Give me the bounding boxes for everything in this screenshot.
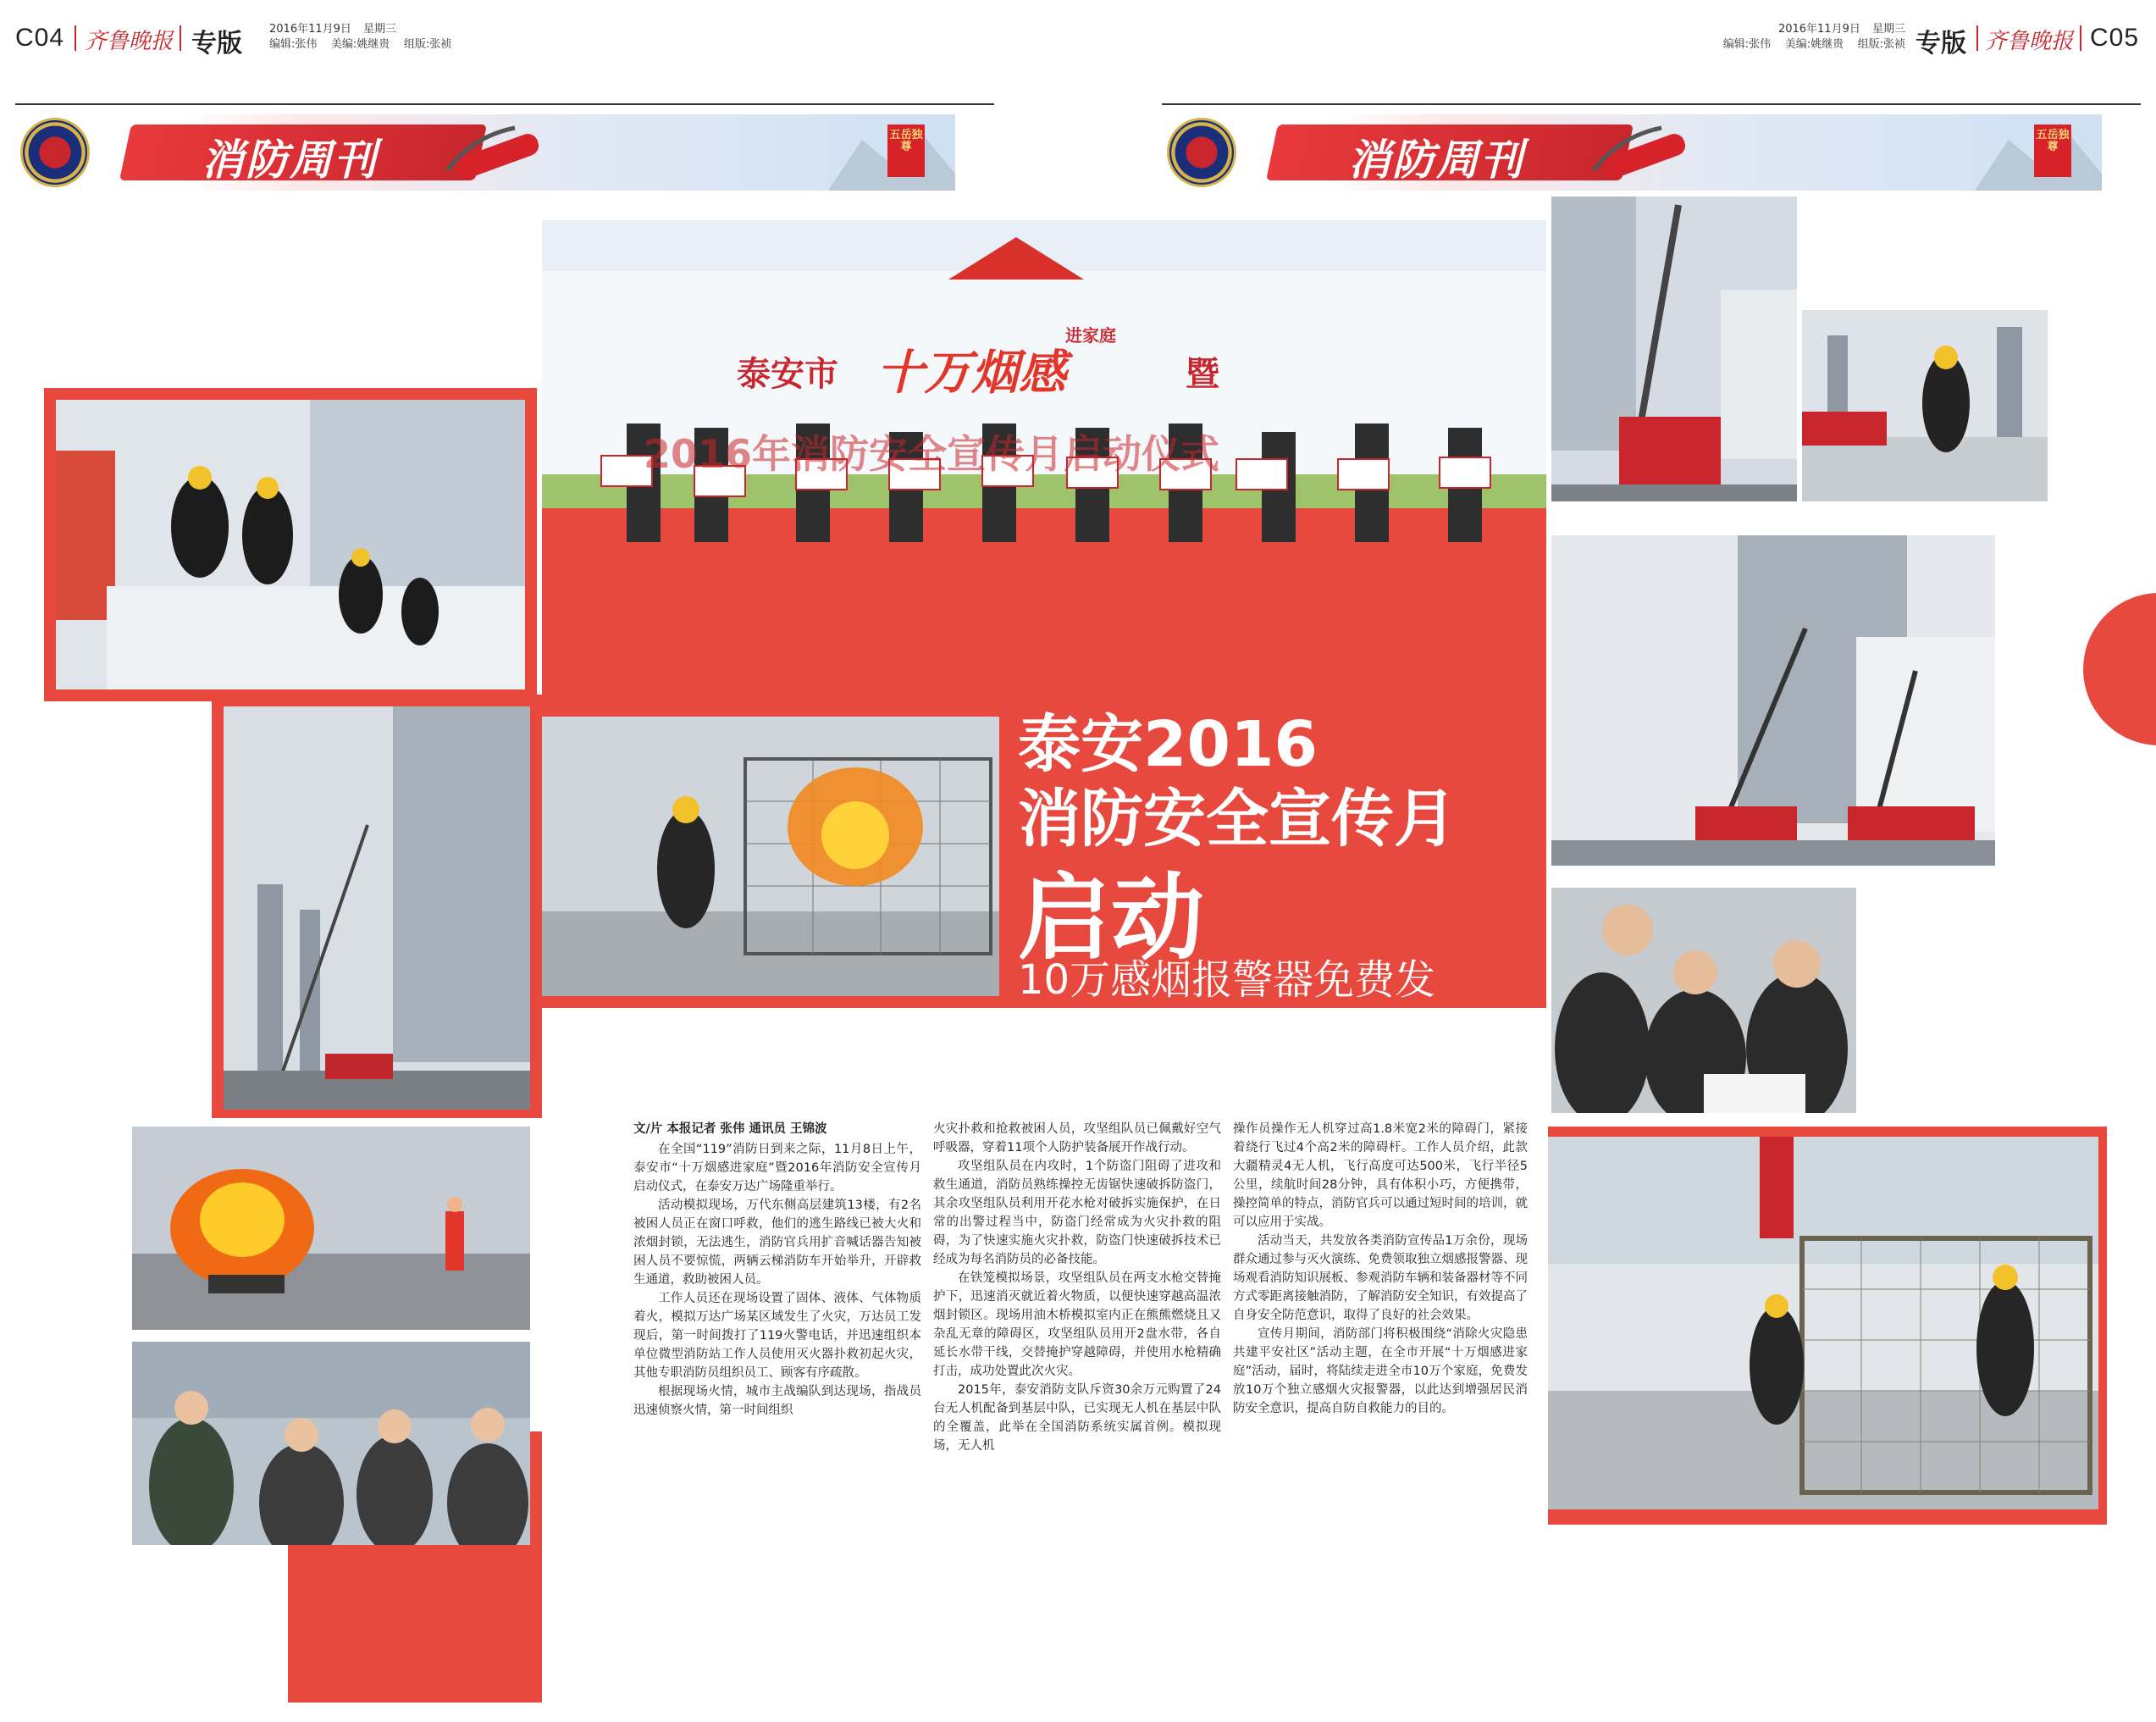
headline-line3: 启动 (1018, 864, 1204, 972)
mountain-seal-text-right: 五岳独尊 (2036, 129, 2070, 153)
article-paragraph: 攻坚组队员在内攻时，1个防盗门阻碍了进攻和救生通道，消防员熟练操控无齿锯快速破拆防盗门，其余攻坚组队员利用开花水枪对破拆实施保护，在日常的出警过程当中，防盗门经常成为火灾扑救的阻碍，为了快速实施火灾扑救，防盗门快速破拆技术已经成为每名消防员的必备技能。 (933, 1160, 1221, 1266)
right-header-rule (1162, 103, 2141, 105)
weekly-title-right: 消防周刊 (1348, 136, 1524, 185)
article-byline: 文/片 本报记者 张伟 通讯员 王锦波 (633, 1122, 827, 1136)
stage-city: 泰安市 (737, 355, 838, 394)
article-paragraph: 火灾扑救和抢救被困人员，攻坚组队员已佩戴好空气呼吸器，穿着11项个人防护装备展开作战行动。 (933, 1122, 1221, 1154)
fire-brigade-emblem-icon-right (1167, 118, 1236, 187)
stage-campaign: 十万烟感 (876, 346, 1066, 401)
weekly-title: 消防周刊 (202, 136, 378, 185)
article-paragraph: 活动当天，共发放各类消防宣传品1万余份，现场群众通过参与灭火演练、免费领取独立烟感报警器、现场观看消防知识展板、参观消防车辆和装备器材等不同方式零距离接触消防，了解消防安全知识，有效提高了自身安全防范意识，取得了良好的社会效果。 (1233, 1234, 1528, 1322)
extinguisher-icon (439, 119, 549, 187)
left-credits: 编辑:张伟 美编:姚继贵 组版:张祯 (269, 38, 452, 51)
article-column-3 (1233, 1120, 1528, 1418)
article-column-2 (933, 1120, 1221, 1455)
photo-firefighter-drone-run (1802, 310, 2048, 501)
right-paper-name: 齐鲁晚报 (1985, 29, 2074, 54)
left-header-divider-2 (180, 25, 181, 51)
right-header-divider-2 (2080, 25, 2081, 51)
right-header-meta (1685, 22, 1905, 53)
left-weekly-banner (15, 114, 955, 191)
photo-ladder-truck (1551, 197, 1797, 501)
photo-cage-fire-drill (542, 717, 999, 996)
photo-oil-fire-extinguish (132, 1127, 530, 1330)
photo-cage-fire-drill-2 (1548, 1137, 2098, 1509)
left-header-rule (15, 103, 994, 105)
right-section-name: 专版 (1916, 29, 1966, 58)
article-paragraph: 在铁笼模拟场景，攻坚组队员在两支水枪交替掩护下，迅速消灭就近着火物质，以便快速穿越高温浓烟封锁区。现场用油木桥模拟室内正在熊熊燃烧且又杂乱无章的障碍区，攻坚组队员用开2盘水带，各自延长水带干线，交替掩护穿越障碍，并使用水枪精确打击，成功处置此次火灾。 (933, 1271, 1221, 1378)
stage-tag: 进家庭 (1065, 325, 1116, 346)
right-page-number: C05 (2090, 24, 2140, 52)
right-header-divider (1976, 25, 1978, 51)
article-paragraph: 在全国“119”消防日到来之际，11月8日上午，泰安市“十万烟感进家庭”暨2016年消防安全宣传月启动仪式，在泰安万达广场隆重举行。 (633, 1143, 921, 1193)
photo-residents-smoke-alarms (1551, 888, 1856, 1113)
article-paragraph: 工作人员还在现场设置了固体、液体、气体物质着火，模拟万达广场某区域发生了火灾，万达员工发现后，第一时间拨打了119火警电话，并迅速组织本单位微型消防站工作人员使用灭火器扑救初起火灾，其他专职消防员组织员工、顾客有序疏散。 (633, 1292, 921, 1380)
article-paragraph: 2015年，泰安消防支队斥资30余万元购置了24台无人机配备到基层中队，已实现无人机在基层中队的全覆盖，此举在全国消防系统实属首例。模拟现场，无人机 (933, 1383, 1221, 1453)
photo-residents-receive-alarms (132, 1342, 530, 1545)
stage-join: 暨 (1186, 355, 1219, 394)
mountain-seal-text: 五岳独尊 (889, 129, 923, 153)
left-paper-name: 齐鲁晚报 (85, 29, 174, 54)
headline-subtitle: 10万感烟报警器免费发 (1018, 956, 1436, 1004)
photo-high-rise-rescue (1551, 535, 1995, 866)
photo-firefighters-spraying (56, 400, 525, 689)
left-weekday: 星期三 (363, 23, 397, 36)
article-paragraph: 活动模拟现场，万代东侧高层建筑13楼，有2名被困人员正在窗口呼救，他们的逃生路线已被大火和浓烟封锁，无法逃生，消防官兵用扩音喊话器告知被困人员不要惊慌，两辆云梯消防车开始举升，开辟救生通道，救助被困人员。 (633, 1199, 921, 1287)
left-page-number: C04 (15, 24, 65, 52)
right-weekly-banner (1162, 114, 2102, 191)
left-date: 2016年11月9日 (269, 23, 351, 36)
left-header-meta (269, 22, 451, 53)
right-credits: 编辑:张伟 美编:姚继贵 组版:张祯 (1722, 38, 1905, 51)
headline-line2: 消防安全宣传月 (1018, 783, 1457, 855)
fire-brigade-emblem-icon (20, 118, 90, 187)
article-paragraph: 宣传月期间，消防部门将积极围绕“消除火灾隐患 共建平安社区”活动主题，在全市开展“十万烟感进家庭”活动，届时，将陆续走进全市10万个家庭，免费发放10万个独立感烟火灾报警器，以此达到增强居民消防安全意识，提高自防自救能力的目的。 (1233, 1327, 1528, 1415)
photo-aerial-ladder-building (224, 706, 530, 1110)
decorative-half-circle (2083, 593, 2156, 745)
photo-launch-ceremony (542, 220, 1546, 576)
extinguisher-icon-right (1585, 119, 1695, 187)
article-paragraph: 根据现场火情，城市主战编队到达现场，指战员迅速侦察火情，第一时间组织 (633, 1385, 921, 1417)
left-section-name: 专版 (191, 29, 242, 58)
left-header-divider (75, 25, 76, 51)
right-weekday: 星期三 (1871, 23, 1905, 36)
headline-line1: 泰安2016 (1018, 708, 1318, 781)
article-column-1 (633, 1120, 921, 1420)
article-paragraph: 操作员操作无人机穿过高1.8米宽2米的障碍门，紧接着绕行飞过4个高2米的障碍杆。工作人员介绍，此款大疆精灵4无人机，飞行高度可达500米，飞行半径5公里，续航时间28分钟，具有体积小巧，方便携带，操控简单的特点，消防官兵可以通过短时间的培训，就可以应用于实战。 (1233, 1122, 1528, 1229)
stage-line2: 2016年消防安全宣传月启动仪式 (644, 431, 1220, 477)
right-date: 2016年11月9日 (1777, 23, 1860, 36)
